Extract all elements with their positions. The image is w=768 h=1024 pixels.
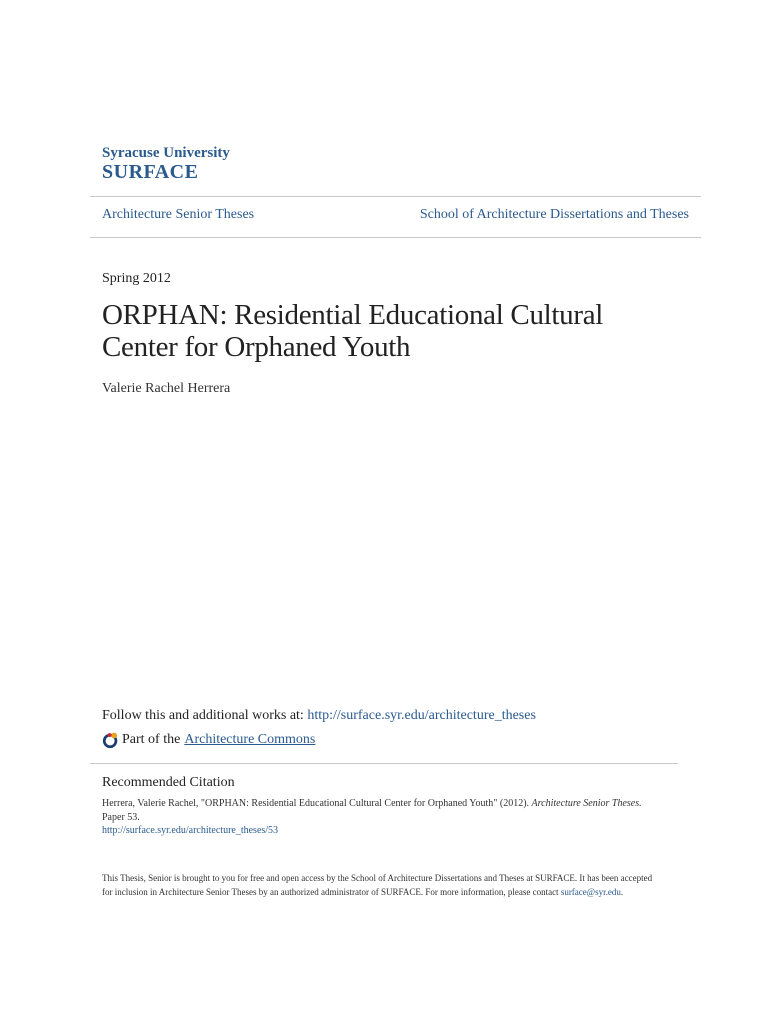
digital-commons-icon xyxy=(102,731,120,749)
access-notice-line1: This Thesis, Senior is brought to you for free and open access by the School of Architecture Dissertations and Theses at SURFACE. It has been accepted xyxy=(102,873,653,883)
follow-url-link[interactable]: http://surface.syr.edu/architecture_theses xyxy=(307,708,536,723)
repository-name[interactable]: SURFACE xyxy=(102,161,199,183)
citation-divider xyxy=(90,763,678,764)
access-notice-line2: for inclusion in Architecture Senior Theses by an authorized administrator of SURFACE. For more information, please contact xyxy=(102,887,559,897)
commons-link[interactable]: Architecture Commons xyxy=(184,732,316,747)
collection-link[interactable]: School of Architecture Dissertations and Theses xyxy=(419,207,689,222)
citation-text xyxy=(102,797,642,825)
part-of-line xyxy=(102,731,315,749)
follow-prefix: Follow this and additional works at: xyxy=(102,708,304,723)
citation-main: Herrera, Valerie Rachel, "ORPHAN: Residential Educational Cultural Center for Orphaned Youth" (2012). xyxy=(102,798,530,809)
top-divider xyxy=(90,196,701,197)
part-of-prefix: Part of the xyxy=(122,732,181,747)
paper-author: Valerie Rachel Herrera xyxy=(102,381,231,396)
citation-heading: Recommended Citation xyxy=(102,775,235,790)
access-notice xyxy=(102,871,652,899)
series-link[interactable]: Architecture Senior Theses xyxy=(102,207,255,222)
access-notice-end: . xyxy=(620,887,624,897)
follow-line xyxy=(102,708,536,724)
contact-email-link[interactable]: surface@syr.edu xyxy=(560,887,621,897)
citation-url-link[interactable]: http://surface.syr.edu/architecture_theses/53 xyxy=(102,825,279,836)
nav-divider xyxy=(90,237,701,238)
citation-series: Architecture Senior Theses. xyxy=(531,798,642,809)
publication-season: Spring 2012 xyxy=(102,271,171,286)
paper-title: ORPHAN: Residential Educational Cultural Center for Orphaned Youth xyxy=(102,299,604,363)
citation-paper: Paper 53. xyxy=(102,812,140,823)
institution-name: Syracuse University xyxy=(102,145,230,161)
